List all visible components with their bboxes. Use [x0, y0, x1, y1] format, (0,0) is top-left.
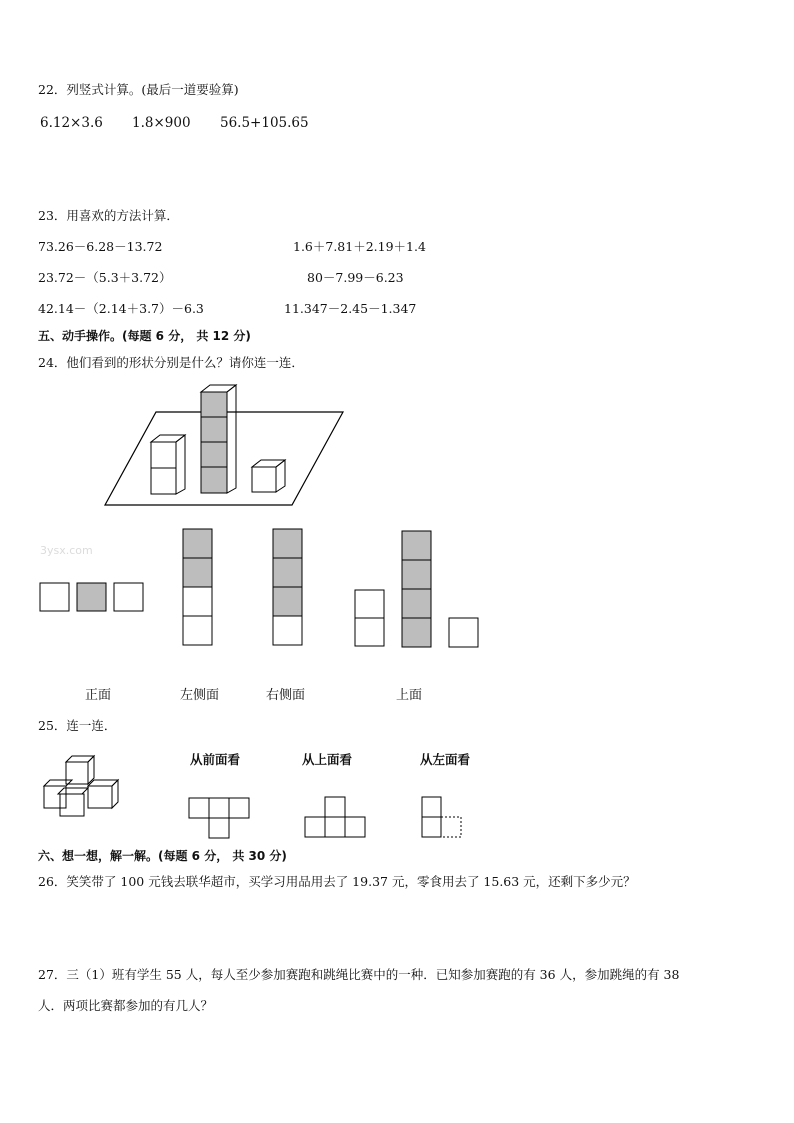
left-cube-stack [151, 435, 185, 494]
q22-expr-1: 6.12×3.6 [40, 115, 103, 131]
view-option-front [40, 583, 143, 611]
q25-header-front: 从前面看 [190, 752, 241, 767]
view-label-right: 右侧面 [266, 688, 306, 703]
q25-header-top: 从上面看 [302, 752, 353, 767]
q26-text: 26．笑笑带了 100 元钱去联华超市，买学习用品用去了 19.37 元，零食用去了 15.63 元，还剩下多少元？ [38, 874, 636, 889]
q24-title: 24．他们看到的形状分别是什么？请你连一连． [38, 355, 304, 370]
q25-title: 25．连一连． [38, 718, 117, 733]
q23-expr-r2-left: 23.72－（5.3＋3.72） [38, 270, 172, 285]
view-label-front: 正面 [85, 688, 112, 703]
q22-expr-3: 56.5+105.65 [220, 115, 309, 131]
section-5-heading: 五、动手操作。(每题 6 分， 共 12 分) [38, 329, 251, 343]
section-6-heading: 六、想一想，解一解。(每题 6 分， 共 30 分) [38, 849, 287, 863]
q25-view-top [305, 797, 365, 837]
q25-cube-shape [44, 756, 118, 816]
q27-line-1: 27．三（1）班有学生 55 人，每人至少参加赛跑和跳绳比赛中的一种．已知参加赛跑的有 36 人，参加跳绳的有 38 [38, 967, 680, 982]
q25-view-left [422, 797, 461, 837]
view-label-left: 左侧面 [180, 688, 220, 703]
tall-cube-stack [201, 385, 236, 493]
q22-expr-2: 1.8×900 [132, 115, 191, 131]
q27-line-2: 人．两项比赛都参加的有几人？ [38, 998, 214, 1013]
q23-expr-r2-right: 80－7.99－6.23 [307, 270, 404, 285]
q25-header-left: 从左面看 [420, 752, 471, 767]
view-option-left [183, 529, 212, 645]
q23-title: 23．用喜欢的方法计算． [38, 208, 179, 223]
q23-expr-r1-right: 1.6＋7.81＋2.19＋1.4 [293, 239, 426, 254]
q23-expr-r3-left: 42.14－（2.14＋3.7）－6.3 [38, 301, 204, 316]
watermark: 3ysx.com [40, 544, 93, 557]
view-option-right [273, 529, 302, 645]
single-cube [252, 460, 285, 492]
q23-expr-r3-right: 11.347－2.45－1.347 [284, 301, 417, 316]
view-option-top [355, 531, 478, 647]
view-label-top: 上面 [396, 688, 423, 703]
q25-view-front [189, 798, 249, 838]
q23-expr-r1-left: 73.26－6.28－13.72 [38, 239, 163, 254]
q22-title: 22．列竖式计算。(最后一道要验算) [38, 82, 239, 97]
